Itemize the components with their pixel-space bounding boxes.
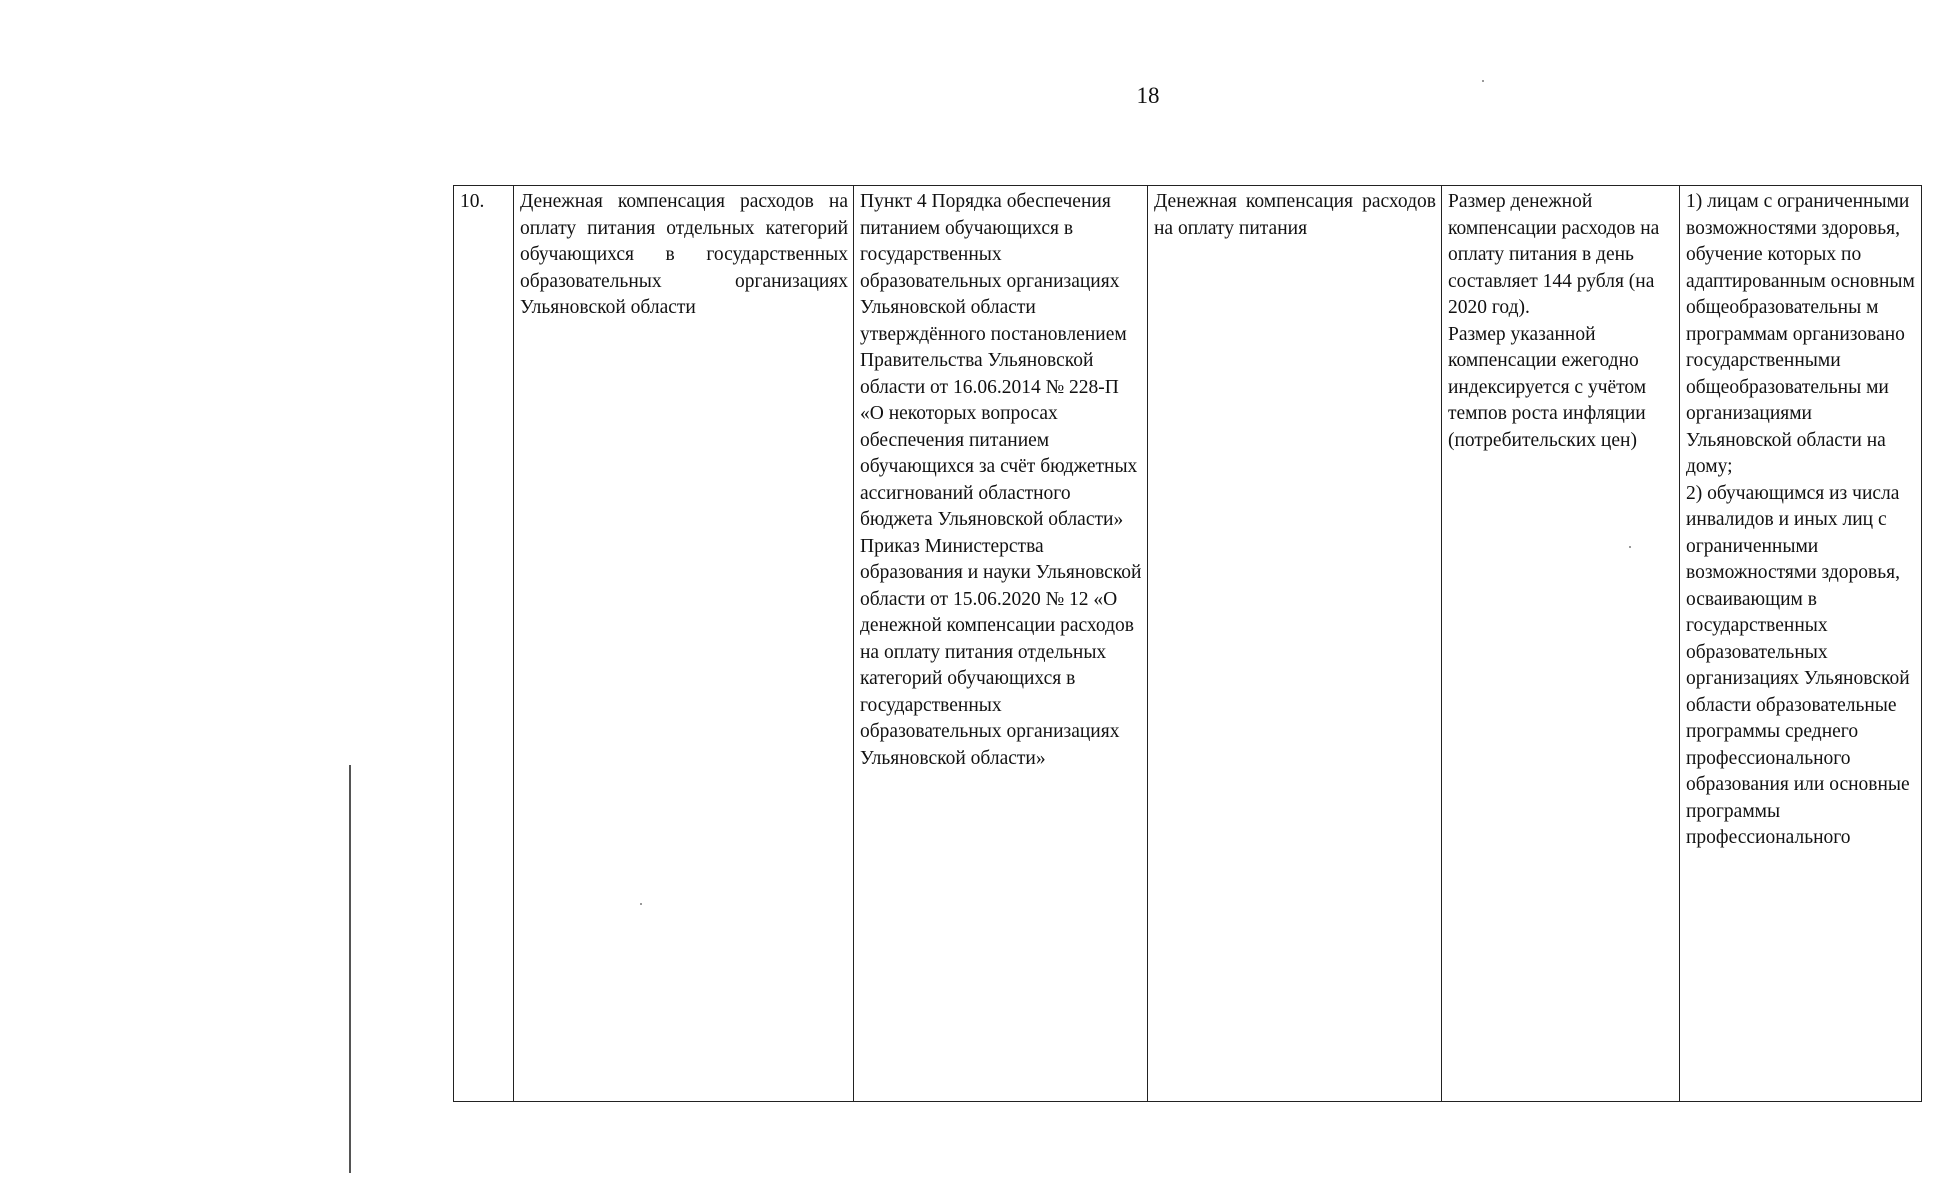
- compensation-amount: Размер денежной компенсации расходов на оплату питания в день составляет 144 рубля (на 2020 год). Размер указанной компенсации ежегодно индексируется с учётом темпов роста инфляции (потребительских цен): [1448, 191, 1660, 451]
- recipient-categories: 1) лицам с ограниченными возможностями здоровья, обучение которых по адаптированным основным общеобразовательны м программам организовано государственными общеобразовательны ми организациями Ульяновской области на дому; 2) обучающимся из числа инвалидов и иных лиц с ограниченными возможностями здоровья, осваивающим в государственных образовательных организациях Ульяновской области образовательные программы среднего профессионального образования или основные программы профессионального: [1686, 191, 1915, 848]
- measure-name: Денежная компенсация расходов на оплату питания отдельных категорий обучающихся в государственных образовательных организациях Ульяновской области: [520, 191, 848, 318]
- legal-basis-cell: [854, 186, 1148, 1102]
- services-table: [453, 185, 1922, 1102]
- amount-cell: [1442, 186, 1680, 1102]
- scan-speck: [1482, 80, 1484, 82]
- measure-type-cell: [1148, 186, 1442, 1102]
- measure-type: Денежная компенсация расходов на оплату питания: [1154, 191, 1436, 239]
- page-number: 18: [1136, 83, 1160, 108]
- row-number-cell: [454, 186, 514, 1102]
- table-row: [454, 186, 1922, 1102]
- recipients-cell: [1680, 186, 1922, 1102]
- legal-basis: Пункт 4 Порядка обеспечения питанием обучающихся в государственных образовательных организациях Ульяновской области утверждённого постановлением Правительства Ульяновской области от 16.06.2014 № 228-П «О некоторых вопросах обеспечения питанием обучающихся за счёт бюджетных ассигнований областного бюджета Ульяновской области» Приказ Министерства образования и науки Ульяновской области от 15.06.2020 № 12 «О денежной компенсации расходов на оплату питания отдельных категорий обучающихся в государственных образовательных организациях Ульяновской области»: [860, 191, 1142, 769]
- measure-name-cell: [514, 186, 854, 1102]
- scan-artifact-line: [349, 765, 351, 1173]
- row-number: 10.: [460, 191, 485, 212]
